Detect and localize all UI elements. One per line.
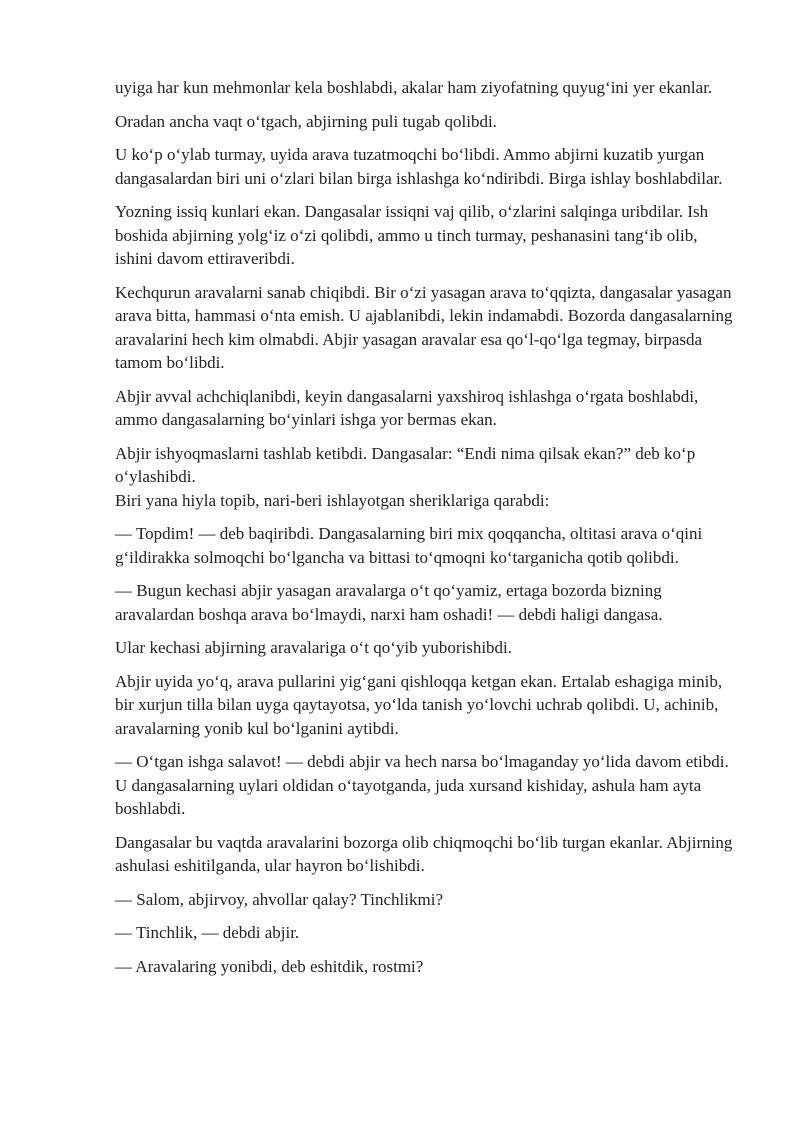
- paragraph: — Topdim! — deb baqiribdi. Dangasalarning biri mix qoqqancha, oltitasi arava o‘qini g‘ildirakka solmoqchi bo‘lgancha va bittasi to‘qmoqni ko‘targanicha qotib qolibdi.: [115, 524, 703, 567]
- paragraph: — Bugun kechasi abjir yasagan aravalarga o‘t qo‘yamiz, ertaga bozorda bizning aravalardan boshqa arava bo‘lmaydi, narxi ham oshadi! — debdi haligi dangasa.: [115, 581, 663, 624]
- paragraph: Abjir ishyoqmaslarni tashlab ketibdi. Dangasalar: “Endi nima qilsak ekan?” deb ko‘p o‘ylashibdi.: [115, 443, 696, 486]
- paragraph: — Salom, abjirvoy, ahvollar qalay? Tinchlikmi?: [115, 889, 443, 909]
- paragraph: — Tinchlik, — debdi abjir.: [115, 923, 300, 942]
- paragraph: Yozning issiq kunlari ekan. Dangasalar issiqni vaj qilib, o‘zlarini salqinga uribdilar. Ish boshida abjirning yolg‘iz o‘zi qolibdi, ammo u tinch turmay, peshanasini tang‘ib olib, ishini davom ettiraveribdi.: [115, 202, 709, 268]
- paragraph: Kechqurun aravalarni sanab chiqibdi. Bir o‘zi yasagan arava to‘qqizta, dangasalar yasagan arava bitta, hammasi o‘nta emish. U ajablanibdi, lekin indamabdi. Bozorda dangasalarning aravalarini hech kim olmabdi. Abjir yasagan aravalar esa qo‘l-qo‘lga tegmay, birpasda tamom bo‘libdi.: [115, 282, 733, 372]
- paragraph: Ular kechasi abjirning aravalariga o‘t qo‘yib yuborishibdi.: [115, 638, 513, 657]
- paragraph: Abjir uyida yo‘q, arava pullarini yig‘gani qishloqqa ketgan ekan. Ertalab eshagiga minib, bir xurjun tilla bilan uyga qaytayotsa, yo‘lda tanish yo‘lovchi uchrab qolibdi. U, achinib, aravalarning yonib kul bo‘lganini aytibdi.: [115, 671, 723, 738]
- paragraph: uyiga har kun mehmonlar kela boshlabdi, akalar ham ziyofatning quyug‘ini yer ekanlar.: [115, 78, 713, 97]
- paragraph: Abjir avval achchiqlanibdi, keyin dangasalarni yaxshiroq ishlashga o‘rgata boshlabdi, ammo dangasalarning bo‘yinlari ishga yor bermas ekan.: [115, 386, 699, 429]
- paragraph: — O‘tgan ishga salavot! — debdi abjir va hech narsa bo‘lmaganday yo‘lida davom etibdi. U dangasalarning uylari oldidan o‘tayotganda, juda xursand kishiday, ashula ham ayta boshlabdi.: [115, 752, 729, 818]
- paragraph: Oradan ancha vaqt o‘tgach, abjirning puli tugab qolibdi.: [115, 111, 497, 131]
- paragraph: Biri yana hiyla topib, nari-beri ishlayotgan sheriklariga qarabdi:: [115, 490, 550, 510]
- paragraph: Dangasalar bu vaqtda aravalarini bozorga olib chiqmoqchi bo‘lib turgan ekanlar. Abjirning ashulasi eshitilganda, ular hayron bo‘lishibdi.: [115, 832, 733, 875]
- paragraph: — Aravalaring yonibdi, deb eshitdik, rostmi?: [115, 956, 424, 976]
- story-text: [115, 76, 735, 988]
- paragraph: U ko‘p o‘ylab turmay, uyida arava tuzatmoqchi bo‘libdi. Ammo abjirni kuzatib yurgan dangasalardan biri uni o‘zlari bilan birga ishlashga ko‘ndiribdi. Birga ishlay boshlabdilar.: [115, 145, 723, 188]
